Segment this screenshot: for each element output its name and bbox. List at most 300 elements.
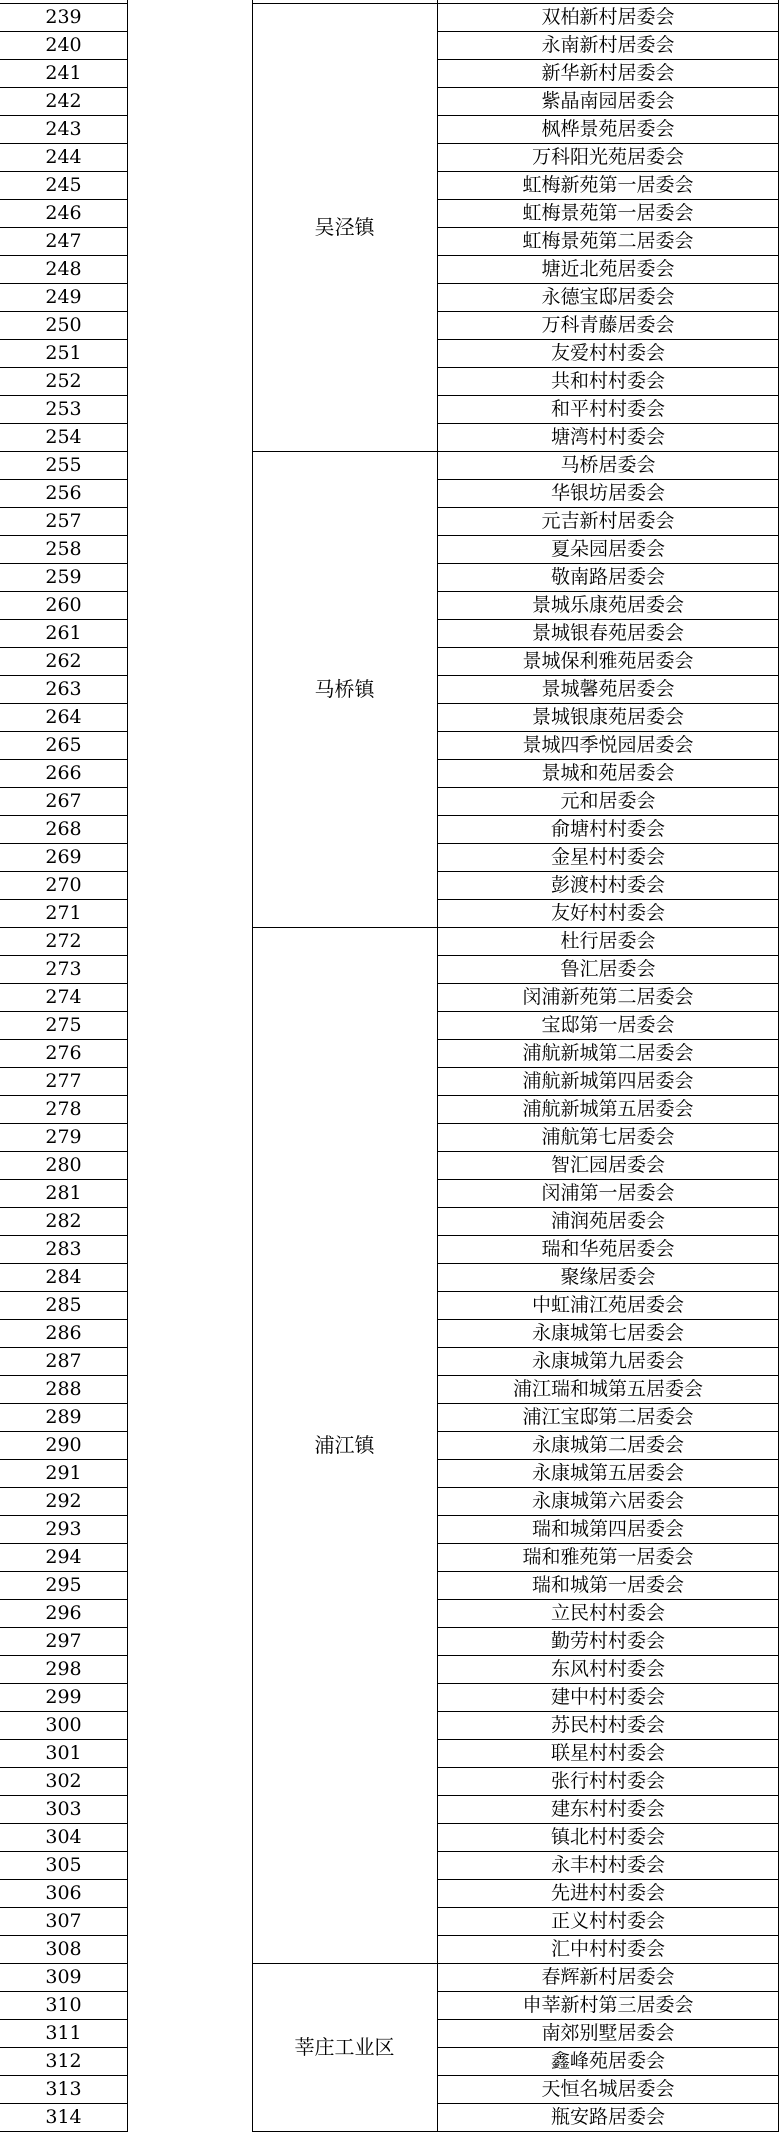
row-number: 297 [45,1630,82,1652]
row-divider [0,1179,127,1180]
row-number: 267 [45,790,82,812]
row-number: 303 [45,1798,82,1820]
row-divider [437,1319,779,1320]
row-divider [0,171,127,172]
table-row [0,311,779,339]
committee-name: 元吉新村居委会 [541,510,675,532]
row-divider [0,227,127,228]
row-divider [0,367,127,368]
row-divider [437,1123,779,1124]
row-divider [0,1823,127,1824]
row-divider [0,2103,127,2104]
row-divider [0,1431,127,1432]
committee-name: 杜行居委会 [560,930,656,952]
table-row [0,1011,779,1039]
row-number: 276 [45,1042,82,1064]
row-divider [437,1739,779,1740]
row-number: 239 [45,6,82,28]
row-divider [437,843,779,844]
table-row [0,367,779,395]
row-number: 260 [45,594,82,616]
table-row [0,1319,779,1347]
row-divider [437,983,779,984]
row-divider [437,703,779,704]
committee-name: 永康城第二居委会 [531,1434,684,1456]
committee-name: 彭渡村村委会 [550,874,665,896]
table-row [0,115,779,143]
row-number: 245 [45,174,82,196]
row-divider [437,1011,779,1012]
table-row [0,1543,779,1571]
table-row [0,1179,779,1207]
table-row [0,983,779,1011]
committee-name: 南郊别墅居委会 [541,2022,675,2044]
row-divider [0,927,127,928]
column-divider [127,0,128,2132]
row-divider [0,1235,127,1236]
committee-name: 永康城第五居委会 [531,1462,684,1484]
row-divider [437,1655,779,1656]
row-number: 266 [45,762,82,784]
row-divider [0,1123,127,1124]
table-row [0,59,779,87]
row-number: 259 [45,566,82,588]
committee-name: 鲁汇居委会 [560,958,656,980]
row-divider [437,199,779,200]
committee-name: 建中村村委会 [550,1686,665,1708]
committee-name: 景城和苑居委会 [541,762,675,784]
row-number: 258 [45,538,82,560]
row-divider [437,227,779,228]
row-divider [437,787,779,788]
committee-name: 金星村村委会 [550,846,665,868]
row-number: 280 [45,1154,82,1176]
row-number: 285 [45,1294,82,1316]
row-divider [0,899,127,900]
row-divider [437,59,779,60]
table-row [0,283,779,311]
row-number: 307 [45,1910,82,1932]
row-divider [0,1571,127,1572]
committee-name: 双柏新村居委会 [541,6,675,28]
row-number: 305 [45,1854,82,1876]
row-number: 284 [45,1266,82,1288]
row-divider [437,507,779,508]
row-divider [437,367,779,368]
row-number: 292 [45,1490,82,1512]
table-row [0,479,779,507]
row-divider [0,1319,127,1320]
committee-name: 华银坊居委会 [550,482,665,504]
row-divider [0,1739,127,1740]
row-divider [0,955,127,956]
row-divider [437,647,779,648]
committee-name: 浦江宝邸第二居委会 [522,1406,694,1428]
committee-name: 浦润苑居委会 [550,1210,665,1232]
row-number: 275 [45,1014,82,1036]
committee-name: 立民村村委会 [550,1602,665,1624]
row-number: 264 [45,706,82,728]
committee-name: 枫桦景苑居委会 [541,118,675,140]
row-number: 247 [45,230,82,252]
committee-name: 春辉新村居委会 [541,1966,675,1988]
row-number: 261 [45,622,82,644]
row-divider [0,1151,127,1152]
row-divider [0,1459,127,1460]
committee-name: 浦航新城第四居委会 [522,1070,694,1092]
row-number: 250 [45,314,82,336]
row-number: 251 [45,342,82,364]
table-row [0,1683,779,1711]
row-divider [437,87,779,88]
table-row [0,647,779,675]
row-number: 240 [45,34,82,56]
row-divider [437,3,779,4]
row-divider [0,1263,127,1264]
row-divider [437,1963,779,1964]
committee-name: 汇中村村委会 [550,1938,665,1960]
row-number: 300 [45,1714,82,1736]
row-divider [0,871,127,872]
row-divider [437,451,779,452]
row-divider [437,1515,779,1516]
row-divider [437,1263,779,1264]
committee-name: 天恒名城居委会 [541,2078,675,2100]
table-row [0,871,779,899]
row-divider [0,1711,127,1712]
row-divider [0,759,127,760]
row-number: 294 [45,1546,82,1568]
committee-name: 苏民村村委会 [550,1714,665,1736]
row-divider [437,1487,779,1488]
row-divider [437,535,779,536]
row-divider [437,955,779,956]
committee-name: 虹梅新苑第一居委会 [522,174,694,196]
row-divider [437,815,779,816]
committee-name: 浦航第七居委会 [541,1126,675,1148]
row-divider [437,591,779,592]
row-divider [0,1039,127,1040]
row-divider [437,1459,779,1460]
row-divider [0,1935,127,1936]
table-row [0,1935,779,1963]
committee-name: 虹梅景苑第二居委会 [522,230,694,252]
table-row [0,451,779,479]
table-row [0,1375,779,1403]
row-number: 301 [45,1742,82,1764]
committee-name: 景城保利雅苑居委会 [522,650,694,672]
row-number: 281 [45,1182,82,1204]
town-name: 莘庄工业区 [294,2035,395,2059]
row-divider [0,815,127,816]
committee-name: 东风村村委会 [550,1658,665,1680]
table-row [0,1207,779,1235]
row-divider [437,731,779,732]
row-divider [0,59,127,60]
committee-name: 塘湾村村委会 [550,426,665,448]
committee-name: 联星村村委会 [550,1742,665,1764]
committee-name: 瑞和城第一居委会 [531,1574,684,1596]
row-divider [0,3,127,4]
row-divider [0,675,127,676]
row-divider [437,1823,779,1824]
group-divider [252,3,437,4]
row-divider [0,1963,127,1964]
table-row [0,759,779,787]
table-row [0,1795,779,1823]
row-divider [437,563,779,564]
row-divider [437,1207,779,1208]
committee-name: 和平村村委会 [550,398,665,420]
group-divider [252,451,437,452]
row-number: 255 [45,454,82,476]
table-row [0,1907,779,1935]
table-row [0,2103,779,2131]
table-row [0,255,779,283]
table-row [0,1235,779,1263]
row-number: 256 [45,482,82,504]
row-divider [437,171,779,172]
row-divider [0,1291,127,1292]
committee-name: 敬南路居委会 [550,566,665,588]
row-divider [437,1151,779,1152]
table-row [0,899,779,927]
row-divider [0,1347,127,1348]
table-row [0,1151,779,1179]
row-divider [0,1627,127,1628]
row-divider [0,1683,127,1684]
table-row [0,1571,779,1599]
committee-name: 景城银春苑居委会 [531,622,684,644]
row-number: 254 [45,426,82,448]
row-divider [0,339,127,340]
committee-name: 紫晶南园居委会 [541,90,675,112]
row-number: 289 [45,1406,82,1428]
row-number: 308 [45,1938,82,1960]
row-divider [437,1431,779,1432]
row-divider [437,143,779,144]
row-divider [437,899,779,900]
committee-name: 勤劳村村委会 [550,1630,665,1652]
row-divider [0,1011,127,1012]
group-divider [252,927,437,928]
committee-name: 聚缘居委会 [560,1266,656,1288]
row-divider [0,311,127,312]
committee-name: 瑞和雅苑第一居委会 [522,1546,694,1568]
table-row [0,1991,779,2019]
row-divider [437,1403,779,1404]
row-number: 242 [45,90,82,112]
row-number: 274 [45,986,82,1008]
row-divider [437,1039,779,1040]
row-divider [437,311,779,312]
row-divider [0,787,127,788]
row-divider [437,1907,779,1908]
committee-name: 先进村村委会 [550,1882,665,1904]
row-number: 249 [45,286,82,308]
row-divider [437,1347,779,1348]
row-divider [0,479,127,480]
table-row [0,1767,779,1795]
committee-name: 虹梅景苑第一居委会 [522,202,694,224]
row-divider [437,283,779,284]
table-row [0,1655,779,1683]
table-row [0,339,779,367]
committee-name: 张行村村委会 [550,1770,665,1792]
row-divider [0,619,127,620]
town-name: 吴泾镇 [314,215,375,239]
row-number: 288 [45,1378,82,1400]
row-number: 272 [45,930,82,952]
table-row [0,1459,779,1487]
row-divider [0,1795,127,1796]
row-divider [437,1795,779,1796]
row-divider [0,563,127,564]
table-row [0,1711,779,1739]
table-row [0,507,779,535]
row-divider [0,731,127,732]
table-row [0,2075,779,2103]
committee-name: 元和居委会 [560,790,656,812]
row-divider [0,87,127,88]
committee-name: 闵浦第一居委会 [541,1182,675,1204]
committee-name: 瓶安路居委会 [550,2106,665,2128]
row-divider [437,2103,779,2104]
committee-name: 景城乐康苑居委会 [531,594,684,616]
row-divider [437,675,779,676]
row-number: 291 [45,1462,82,1484]
row-number: 299 [45,1686,82,1708]
table-row [0,1095,779,1123]
row-divider [0,1487,127,1488]
row-divider [0,843,127,844]
row-number: 270 [45,874,82,896]
committee-name: 景城银康苑居委会 [531,706,684,728]
row-number: 306 [45,1882,82,1904]
table-row [0,1487,779,1515]
row-number: 283 [45,1238,82,1260]
table-row [0,1627,779,1655]
row-divider [0,451,127,452]
table-row [0,143,779,171]
table-row [0,87,779,115]
row-number: 241 [45,62,82,84]
row-divider [0,1543,127,1544]
row-divider [437,1179,779,1180]
committee-name: 景城四季悦园居委会 [522,734,694,756]
row-number: 252 [45,370,82,392]
row-divider [0,1991,127,1992]
row-divider [0,1599,127,1600]
table-row [0,1599,779,1627]
row-divider [0,591,127,592]
table-row [0,787,779,815]
table-row [0,1851,779,1879]
table-row [0,1291,779,1319]
row-divider [0,115,127,116]
row-divider [0,1067,127,1068]
committee-name: 景城馨苑居委会 [541,678,675,700]
row-number: 257 [45,510,82,532]
row-divider [0,255,127,256]
row-number: 296 [45,1602,82,1624]
town-name: 浦江镇 [314,1433,375,1457]
row-divider [0,1403,127,1404]
committee-name: 智汇园居委会 [550,1154,665,1176]
row-divider [437,1851,779,1852]
row-number: 298 [45,1658,82,1680]
table-row [0,1963,779,1991]
committee-name: 浦航新城第二居委会 [522,1042,694,1064]
committee-name: 永南新村居委会 [541,34,675,56]
row-divider [0,1207,127,1208]
row-divider [437,2075,779,2076]
row-divider [437,871,779,872]
row-divider [437,115,779,116]
column-divider [437,0,438,2132]
table-row [0,395,779,423]
committee-name: 中虹浦江苑居委会 [531,1294,684,1316]
row-divider [0,1767,127,1768]
committee-name: 永康城第九居委会 [531,1350,684,1372]
row-divider [437,1935,779,1936]
table-row [0,171,779,199]
committee-name: 镇北村村委会 [550,1826,665,1848]
table-row [0,927,779,955]
row-divider [437,2047,779,2048]
row-divider [0,2047,127,2048]
committee-name: 万科青藤居委会 [541,314,675,336]
row-divider [437,1683,779,1684]
committee-name: 永康城第六居委会 [531,1490,684,1512]
committee-name: 夏朵园居委会 [550,538,665,560]
group-divider [252,1963,437,1964]
row-divider [0,1851,127,1852]
committee-name: 友爱村村委会 [550,342,665,364]
committee-name: 鑫峰苑居委会 [550,2050,665,2072]
row-number: 253 [45,398,82,420]
row-number: 268 [45,818,82,840]
table-row [0,815,779,843]
row-divider [437,339,779,340]
table-row [0,619,779,647]
table-row [0,1823,779,1851]
row-divider [437,255,779,256]
row-divider [437,1543,779,1544]
committee-name: 瑞和城第四居委会 [531,1518,684,1540]
table-row [0,1039,779,1067]
row-divider [437,1067,779,1068]
row-divider [437,423,779,424]
committee-name: 闵浦新苑第二居委会 [522,986,694,1008]
committee-name: 正义村村委会 [550,1910,665,1932]
row-number: 282 [45,1210,82,1232]
row-divider [0,31,127,32]
row-divider [437,1375,779,1376]
row-divider [437,1991,779,1992]
table-row [0,1879,779,1907]
row-number: 248 [45,258,82,280]
row-divider [0,1655,127,1656]
row-number: 263 [45,678,82,700]
table-row [0,843,779,871]
committee-name: 塘近北苑居委会 [541,258,675,280]
row-divider [0,983,127,984]
committee-name: 浦航新城第五居委会 [522,1098,694,1120]
table-row [0,731,779,759]
row-divider [437,1571,779,1572]
row-divider [0,535,127,536]
